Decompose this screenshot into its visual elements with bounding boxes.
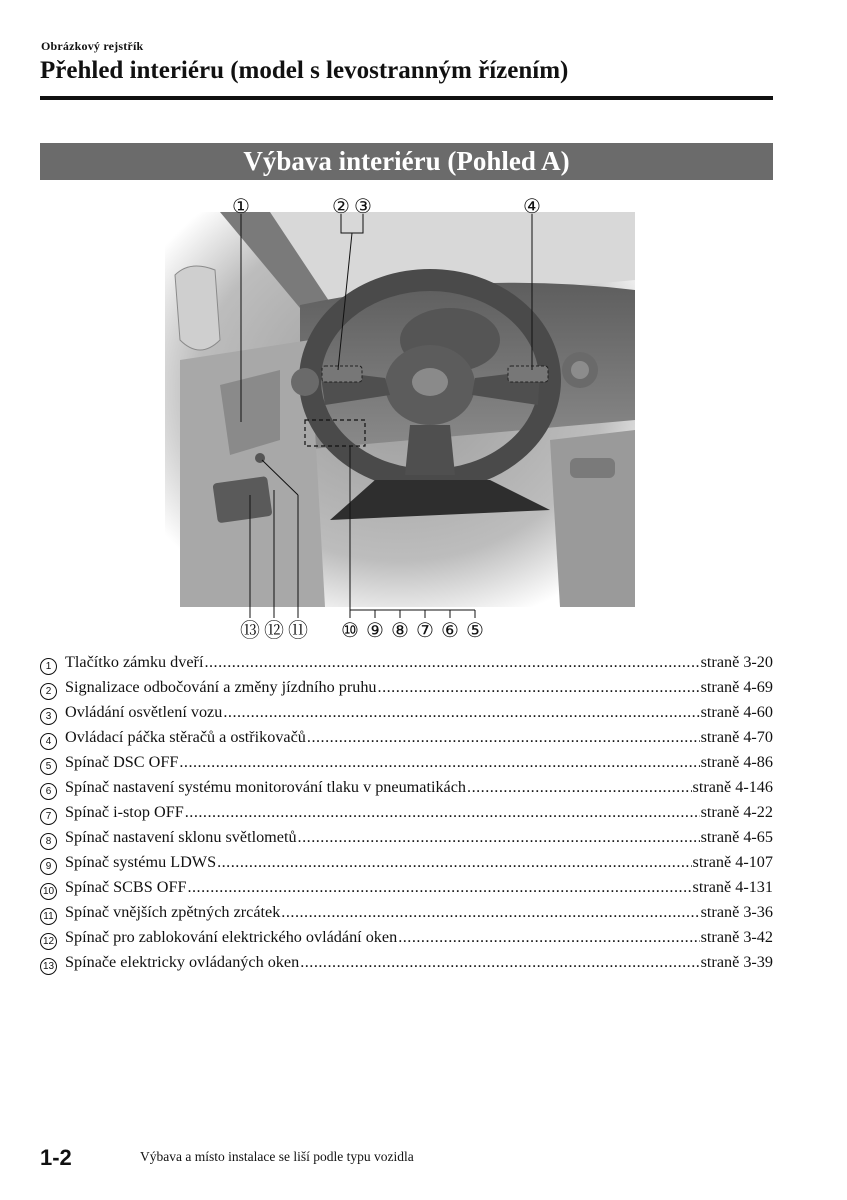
legend-number: 11 (40, 908, 57, 925)
leader-dots (204, 653, 699, 672)
legend-number: 6 (40, 783, 57, 800)
legend-number: 3 (40, 708, 57, 725)
callout-10: ⑩ (341, 618, 359, 642)
callout-3: ③ (354, 194, 372, 218)
legend-label: Spínač DSC OFF (65, 753, 179, 771)
legend-item (40, 728, 773, 753)
leader-dots (223, 703, 699, 722)
callout-13: ⑬ (240, 618, 260, 642)
page-reference: straně 4-107 (692, 853, 773, 871)
page-reference: straně 3-20 (700, 653, 773, 671)
wiper-stalk (508, 366, 548, 382)
callout-6: ⑥ (441, 618, 459, 642)
page-reference: straně 4-65 (700, 828, 773, 846)
legend-item (40, 903, 773, 928)
section-banner: Výbava interiéru (Pohled A) (40, 143, 773, 180)
legend-number: 13 (40, 958, 57, 975)
legend-label: Spínače elektricky ovládaných oken (65, 953, 300, 971)
page-reference: straně 4-131 (692, 878, 773, 896)
callout-8: ⑧ (391, 618, 409, 642)
leader-dots (398, 928, 699, 947)
legend-number: 7 (40, 808, 57, 825)
leader-dots (378, 678, 700, 697)
page-reference: straně 4-86 (700, 753, 773, 771)
section-label: Obrázkový rejstřík (41, 39, 144, 53)
legend-label: Spínač SCBS OFF (65, 878, 187, 896)
callout-4: ④ (523, 194, 541, 218)
interior-illustration (160, 190, 660, 645)
legend-label: Tlačítko zámku dveří (65, 653, 204, 671)
legend-label: Spínač nastavení systému monitorování tlaku v pneumatikách (65, 778, 467, 796)
turn-signal-stalk (322, 366, 362, 382)
legend-label: Spínač i-stop OFF (65, 803, 184, 821)
legend-item (40, 803, 773, 828)
leader-dots (185, 803, 700, 822)
legend-item (40, 928, 773, 953)
leader-dots (307, 728, 700, 747)
page-reference: straně 4-60 (700, 703, 773, 721)
legend-label: Spínač systému LDWS (65, 853, 217, 871)
legend-number: 5 (40, 758, 57, 775)
page-reference: straně 3-36 (700, 903, 773, 921)
callout-5: ⑤ (466, 618, 484, 642)
legend-item (40, 828, 773, 853)
page-reference: straně 4-70 (700, 728, 773, 746)
legend-item (40, 753, 773, 778)
steering-logo (412, 368, 448, 396)
legend-item (40, 678, 773, 703)
page-number: 1-2 (40, 1145, 72, 1170)
left-vent (291, 368, 319, 396)
leader-dots (179, 753, 699, 772)
legend-list (40, 653, 773, 978)
callout-7: ⑦ (416, 618, 434, 642)
legend-item (40, 878, 773, 903)
callout-12: ⑫ (264, 618, 284, 642)
leader-dots (217, 853, 691, 872)
legend-label: Ovládání osvětlení vozu (65, 703, 223, 721)
legend-item (40, 653, 773, 678)
legend-number: 4 (40, 733, 57, 750)
legend-item (40, 853, 773, 878)
page-reference: straně 3-42 (700, 928, 773, 946)
page-title: Přehled interiéru (model s levostranným řízením) (40, 57, 569, 84)
interior-figure (160, 190, 660, 645)
callout-1: ① (232, 194, 250, 218)
title-rule (40, 96, 773, 100)
callout-9: ⑨ (366, 618, 384, 642)
legend-item (40, 953, 773, 978)
page-reference: straně 4-22 (700, 803, 773, 821)
legend-label: Spínač vnějších zpětných zrcátek (65, 903, 281, 921)
leader-dots (467, 778, 692, 797)
legend-label: Spínač pro zablokování elektrického ovládání oken (65, 928, 398, 946)
legend-item (40, 778, 773, 803)
side-mirror (175, 266, 220, 350)
legend-number: 1 (40, 658, 57, 675)
window-switch-panel (212, 476, 272, 523)
legend-number: 12 (40, 933, 57, 950)
door-handle (220, 370, 280, 455)
legend-number: 2 (40, 683, 57, 700)
callout-11: ⑪ (288, 618, 308, 642)
leader-dots (298, 828, 700, 847)
legend-number: 10 (40, 883, 57, 900)
leader-dots (281, 903, 699, 922)
page-reference: straně 4-146 (692, 778, 773, 796)
legend-label: Ovládací páčka stěračů a ostřikovačů (65, 728, 306, 746)
legend-label: Spínač nastavení sklonu světlometů (65, 828, 297, 846)
leader-dots (187, 878, 691, 897)
legend-label: Signalizace odbočování a změny jízdního pruhu (65, 678, 377, 696)
center-console (550, 430, 635, 607)
callout-2: ② (332, 194, 350, 218)
legend-number: 9 (40, 858, 57, 875)
leader-dots (300, 953, 699, 972)
legend-number: 8 (40, 833, 57, 850)
page-reference: straně 3-39 (700, 953, 773, 971)
legend-item (40, 703, 773, 728)
page-reference: straně 4-69 (700, 678, 773, 696)
steering-spoke-bottom (405, 425, 455, 475)
footer-note: Výbava a místo instalace se liší podle typu vozidla (140, 1149, 414, 1164)
